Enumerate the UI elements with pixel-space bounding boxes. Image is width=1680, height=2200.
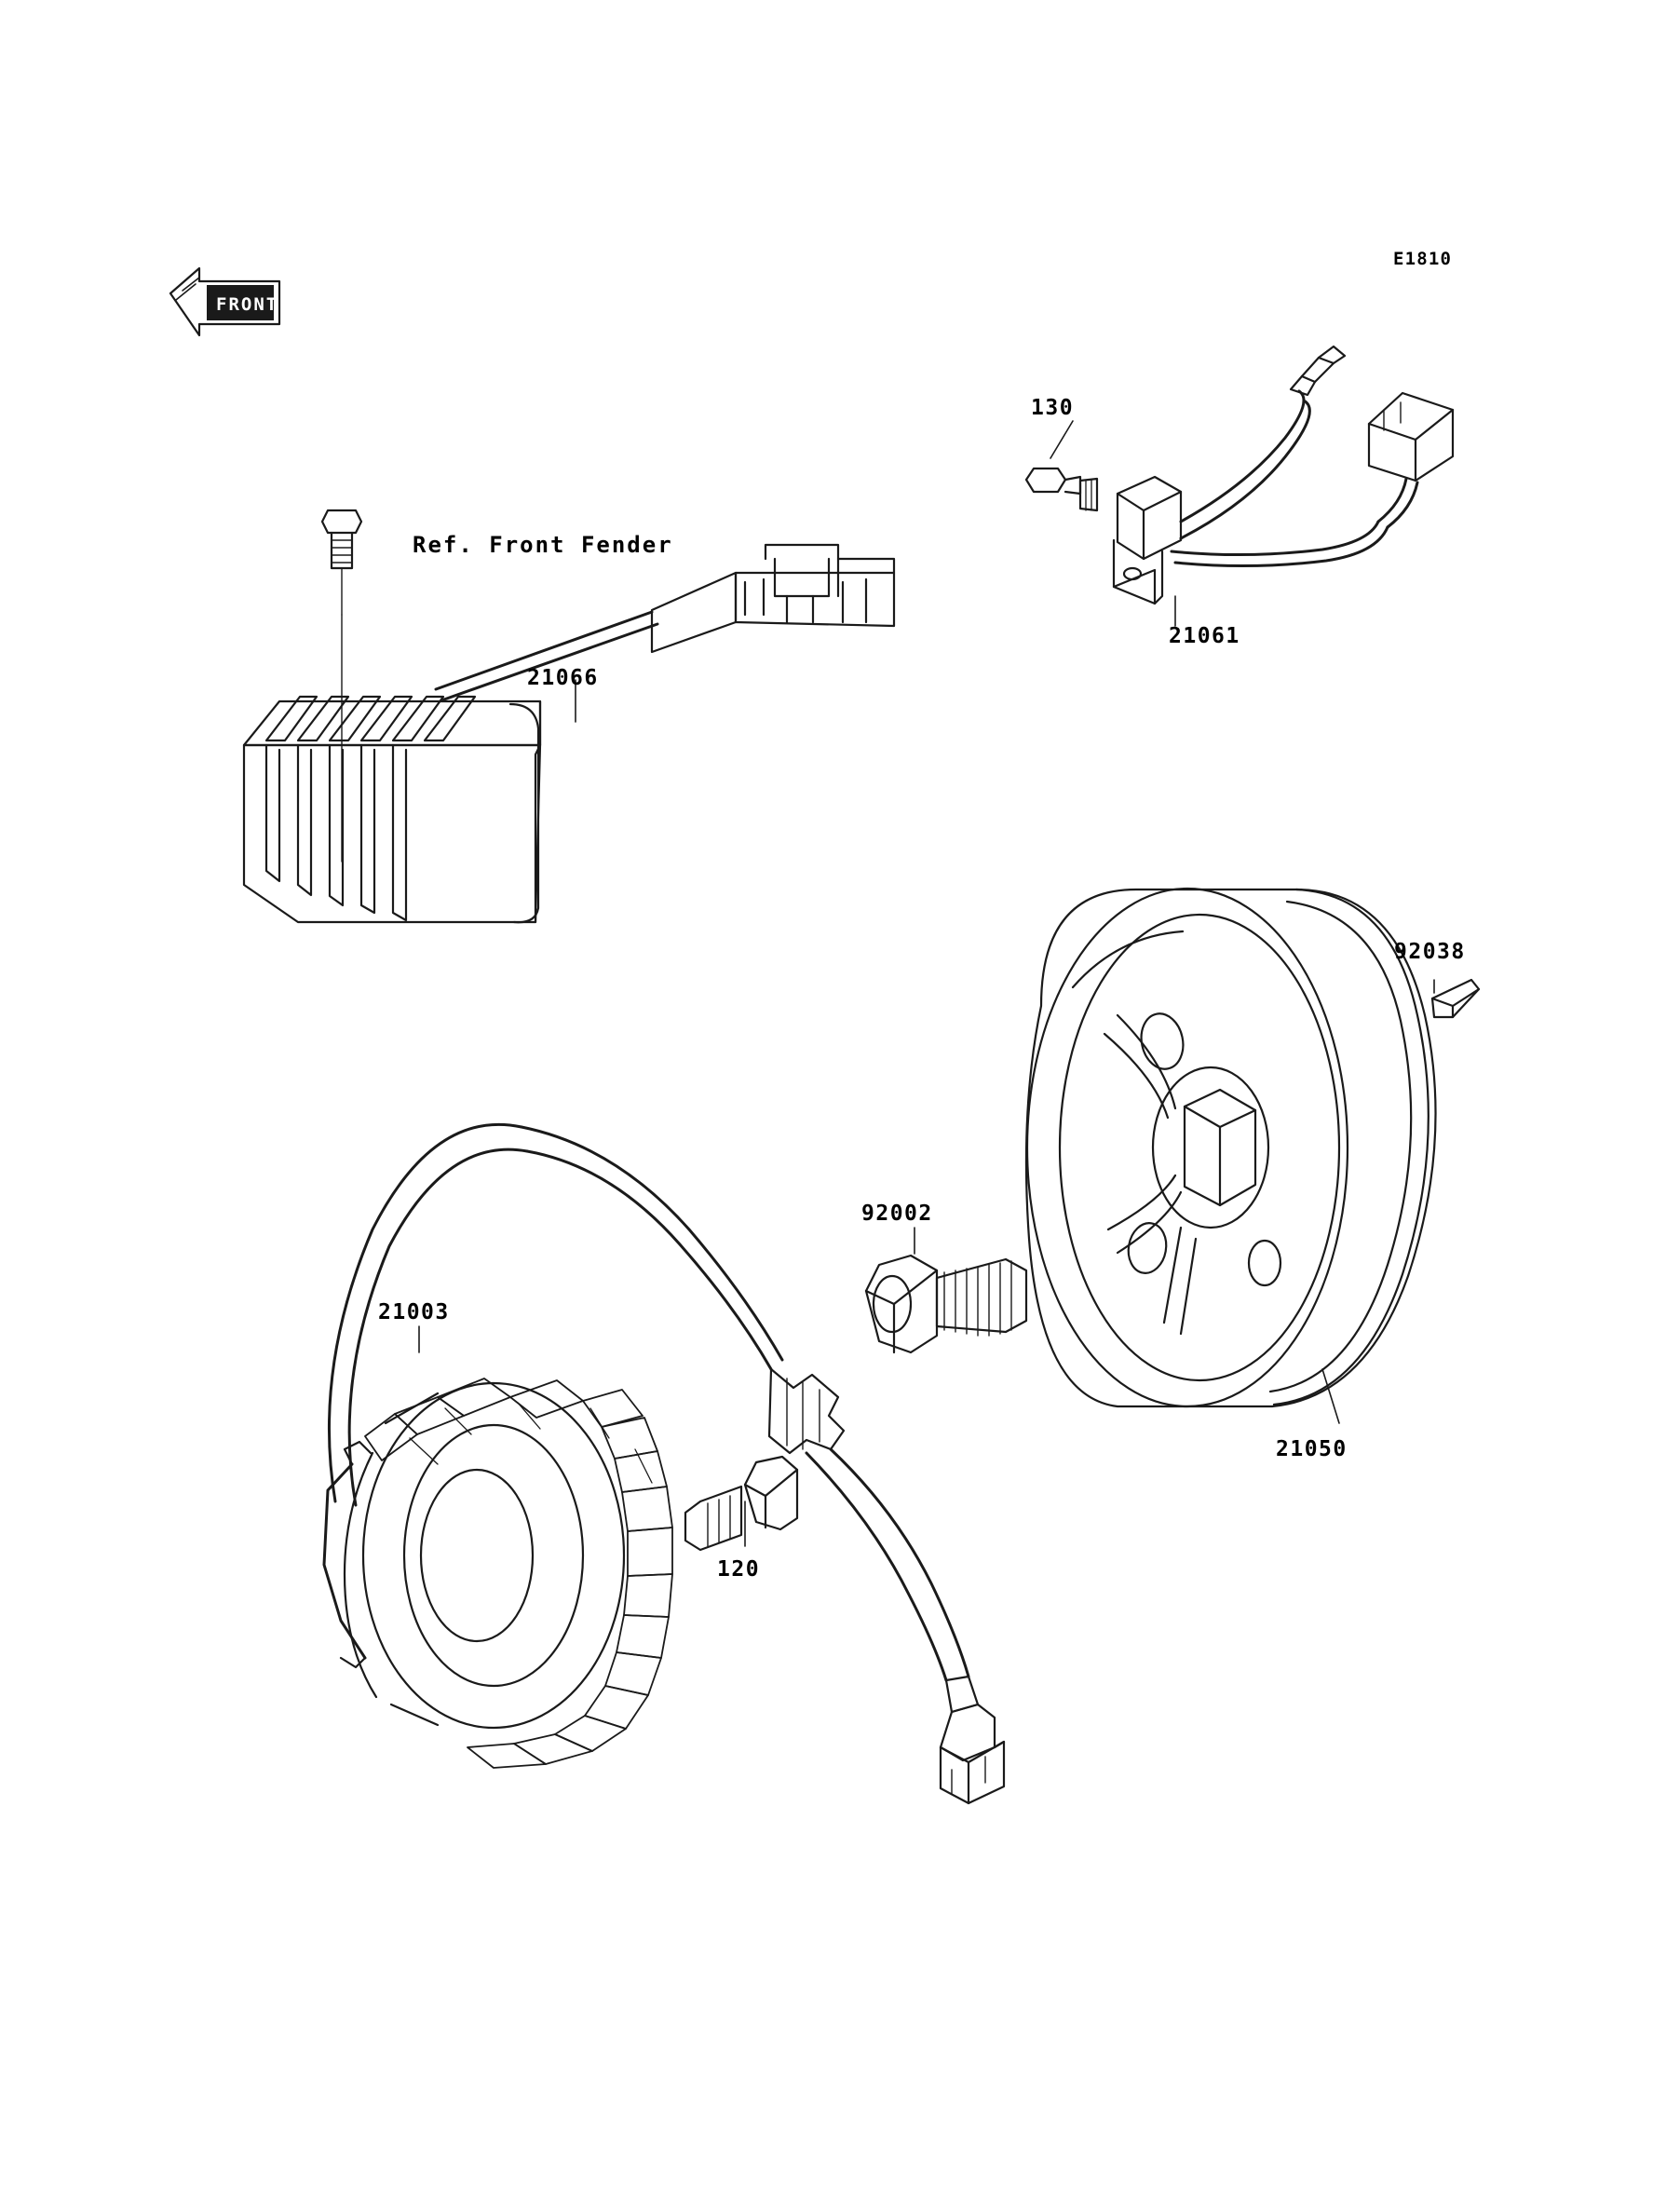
converter-harness-illustration <box>1026 346 1453 604</box>
flange-bolt-illustration <box>866 1256 1026 1352</box>
part-label-130: 130 <box>1031 396 1075 420</box>
front-marker-text: FRONT <box>216 294 279 315</box>
part-label-21066: 21066 <box>527 666 599 690</box>
regulator-rectifier-illustration <box>244 510 894 922</box>
reference-note: Ref. Front Fender <box>413 532 673 558</box>
woodruff-key-illustration <box>1432 980 1479 1017</box>
part-label-21050: 21050 <box>1276 1437 1348 1461</box>
part-label-92002: 92002 <box>861 1202 933 1226</box>
part-label-92038: 92038 <box>1394 940 1466 964</box>
leader-lines <box>419 421 1434 1546</box>
sheet-code: E1810 <box>1393 249 1453 269</box>
flywheel-rotor-illustration <box>1026 889 1436 1406</box>
stator-coil-illustration <box>324 1124 1004 1803</box>
part-label-21003: 21003 <box>378 1300 450 1324</box>
part-label-120: 120 <box>717 1557 761 1582</box>
bolt-120-illustration <box>685 1457 797 1550</box>
part-label-21061: 21061 <box>1169 624 1240 648</box>
